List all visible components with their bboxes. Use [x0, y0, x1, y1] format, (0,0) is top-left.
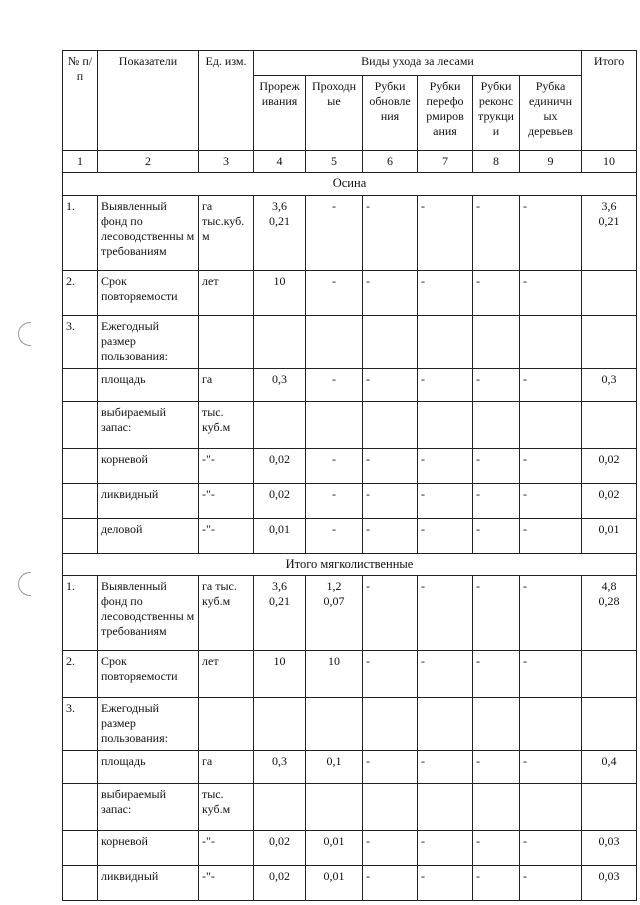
value-cell: -	[520, 831, 582, 866]
row-label: ликвидный	[98, 866, 199, 901]
row-number: 3.	[63, 315, 98, 368]
row-number	[63, 483, 98, 518]
total-cell: 3,6 0,21	[582, 195, 637, 270]
value-cell: 0,01	[254, 518, 306, 553]
value-cell: -	[473, 518, 520, 553]
value-cell: -	[418, 751, 473, 784]
value-cell: -	[473, 576, 520, 651]
table-row	[63, 270, 637, 315]
value-cell	[254, 315, 306, 368]
value-cell	[254, 698, 306, 751]
subheader-cell: Проходн ые	[306, 76, 363, 151]
table-row	[63, 401, 637, 448]
value-cell	[473, 315, 520, 368]
punch-hole-mark	[18, 572, 31, 596]
row-number	[63, 401, 98, 448]
table-row	[63, 651, 637, 698]
value-cell: -	[306, 448, 363, 483]
value-cell: -	[418, 576, 473, 651]
total-cell: 0,02	[582, 483, 637, 518]
value-cell: 0,1	[306, 751, 363, 784]
column-number: 9	[520, 151, 582, 173]
value-cell: -	[520, 866, 582, 901]
row-unit: -"-	[199, 831, 254, 866]
row-unit: га	[199, 751, 254, 784]
value-cell	[520, 315, 582, 368]
value-cell: -	[520, 195, 582, 270]
value-cell	[254, 784, 306, 831]
value-cell: -	[520, 651, 582, 698]
row-unit: тыс. куб.м	[199, 401, 254, 448]
value-cell: 0,01	[306, 866, 363, 901]
value-cell: 0,01	[306, 831, 363, 866]
value-cell: -	[418, 483, 473, 518]
row-label: выбираемый запас:	[98, 401, 199, 448]
column-number: 5	[306, 151, 363, 173]
value-cell: 1,2 0,07	[306, 576, 363, 651]
subheader-cell: Рубки реконс трукци и	[473, 76, 520, 151]
section-title: Осина	[63, 173, 637, 196]
column-number: 8	[473, 151, 520, 173]
value-cell: -	[306, 195, 363, 270]
row-unit: лет	[199, 270, 254, 315]
value-cell: -	[418, 866, 473, 901]
value-cell	[306, 698, 363, 751]
value-cell: 10	[254, 651, 306, 698]
total-cell: 0,03	[582, 831, 637, 866]
total-cell: 0,02	[582, 448, 637, 483]
value-cell: -	[363, 270, 418, 315]
row-unit: га	[199, 368, 254, 401]
value-cell: 10	[306, 651, 363, 698]
section-title: Итого мягколиственные	[63, 553, 637, 576]
value-cell: -	[418, 518, 473, 553]
value-cell: 3,6 0,21	[254, 576, 306, 651]
row-number	[63, 831, 98, 866]
value-cell: -	[473, 270, 520, 315]
value-cell	[520, 784, 582, 831]
row-unit: -"-	[199, 866, 254, 901]
value-cell: -	[363, 831, 418, 866]
row-label: Ежегодный размер пользования:	[98, 315, 199, 368]
subheader-cell: Рубки перефо рмиров ания	[418, 76, 473, 151]
table-row	[63, 698, 637, 751]
value-cell: -	[363, 866, 418, 901]
subheader-cell: Рубка единичн ых деревьев	[520, 76, 582, 151]
total-cell	[582, 651, 637, 698]
column-number: 3	[199, 151, 254, 173]
table-row	[63, 483, 637, 518]
row-unit	[199, 315, 254, 368]
value-cell: -	[306, 270, 363, 315]
value-cell: -	[306, 518, 363, 553]
row-number	[63, 751, 98, 784]
value-cell: 0,3	[254, 368, 306, 401]
value-cell: -	[473, 651, 520, 698]
value-cell	[473, 401, 520, 448]
value-cell: 0,02	[254, 483, 306, 518]
header-total: Итого	[582, 51, 637, 151]
row-number	[63, 368, 98, 401]
value-cell: -	[520, 576, 582, 651]
value-cell	[418, 401, 473, 448]
table-row	[63, 368, 637, 401]
total-cell	[582, 401, 637, 448]
total-cell: 0,3	[582, 368, 637, 401]
value-cell	[418, 698, 473, 751]
table-row	[63, 448, 637, 483]
subheader-cell: Рубки обновле ния	[363, 76, 418, 151]
value-cell: -	[473, 866, 520, 901]
value-cell: -	[306, 483, 363, 518]
value-cell: 0,02	[254, 866, 306, 901]
row-unit	[199, 698, 254, 751]
value-cell	[306, 784, 363, 831]
row-label: Выявленный фонд по лесоводственны м требованиям	[98, 576, 199, 651]
row-unit: -"-	[199, 518, 254, 553]
value-cell: -	[306, 368, 363, 401]
header-num: № п/п	[63, 51, 98, 151]
header-indicators: Показатели	[98, 51, 199, 151]
value-cell: -	[363, 576, 418, 651]
total-cell: 4,8 0,28	[582, 576, 637, 651]
table-row	[63, 315, 637, 368]
value-cell: 10	[254, 270, 306, 315]
value-cell: -	[520, 270, 582, 315]
row-number: 2.	[63, 651, 98, 698]
row-number: 3.	[63, 698, 98, 751]
row-number: 1.	[63, 576, 98, 651]
header-unit: Ед. изм.	[199, 51, 254, 151]
column-numbers-row	[63, 151, 637, 173]
value-cell: 3,6 0,21	[254, 195, 306, 270]
value-cell: -	[473, 195, 520, 270]
row-label: корневой	[98, 448, 199, 483]
value-cell	[520, 698, 582, 751]
header-row	[63, 51, 637, 76]
value-cell: -	[473, 751, 520, 784]
row-unit: лет	[199, 651, 254, 698]
value-cell: -	[418, 831, 473, 866]
value-cell	[363, 698, 418, 751]
value-cell: -	[473, 368, 520, 401]
subheader-cell: Прореж ивания	[254, 76, 306, 151]
section-row	[63, 173, 637, 196]
table-row	[63, 576, 637, 651]
value-cell: -	[473, 448, 520, 483]
value-cell: -	[520, 448, 582, 483]
value-cell	[520, 401, 582, 448]
total-cell	[582, 698, 637, 751]
value-cell	[306, 401, 363, 448]
value-cell	[363, 315, 418, 368]
row-number: 1.	[63, 195, 98, 270]
forest-care-table	[62, 50, 637, 901]
table-row	[63, 784, 637, 831]
total-cell: 0,4	[582, 751, 637, 784]
row-label: Выявленный фонд по лесоводственны м требованиям	[98, 195, 199, 270]
row-label: площадь	[98, 368, 199, 401]
row-unit: га тыс.куб. м	[199, 195, 254, 270]
value-cell: -	[363, 368, 418, 401]
value-cell	[418, 315, 473, 368]
row-label: ликвидный	[98, 483, 199, 518]
row-label: корневой	[98, 831, 199, 866]
row-number	[63, 448, 98, 483]
value-cell: 0,02	[254, 831, 306, 866]
value-cell: -	[418, 270, 473, 315]
total-cell	[582, 270, 637, 315]
value-cell: -	[473, 483, 520, 518]
value-cell	[418, 784, 473, 831]
value-cell: -	[520, 751, 582, 784]
table-row	[63, 831, 637, 866]
row-number	[63, 784, 98, 831]
row-number	[63, 866, 98, 901]
row-unit: -"-	[199, 483, 254, 518]
row-unit: тыс. куб.м	[199, 784, 254, 831]
table-row	[63, 195, 637, 270]
value-cell: -	[363, 751, 418, 784]
value-cell	[254, 401, 306, 448]
total-cell: 0,03	[582, 866, 637, 901]
value-cell	[363, 784, 418, 831]
section-row	[63, 553, 637, 576]
table-row	[63, 866, 637, 901]
header-group: Виды ухода за лесами	[254, 51, 582, 76]
value-cell	[306, 315, 363, 368]
row-unit: -"-	[199, 448, 254, 483]
value-cell	[363, 401, 418, 448]
value-cell: -	[418, 448, 473, 483]
value-cell: -	[520, 518, 582, 553]
row-label: выбираемый запас:	[98, 784, 199, 831]
row-number	[63, 518, 98, 553]
value-cell: -	[418, 368, 473, 401]
row-label: площадь	[98, 751, 199, 784]
value-cell: -	[520, 483, 582, 518]
value-cell: -	[418, 651, 473, 698]
value-cell	[473, 698, 520, 751]
value-cell: -	[520, 368, 582, 401]
value-cell	[473, 784, 520, 831]
value-cell: -	[418, 195, 473, 270]
column-number: 10	[582, 151, 637, 173]
value-cell: -	[363, 448, 418, 483]
value-cell: 0,02	[254, 448, 306, 483]
value-cell: -	[363, 518, 418, 553]
value-cell: -	[363, 651, 418, 698]
value-cell: 0,3	[254, 751, 306, 784]
row-unit: га тыс. куб.м	[199, 576, 254, 651]
value-cell: -	[363, 195, 418, 270]
table-row	[63, 518, 637, 553]
row-label: деловой	[98, 518, 199, 553]
value-cell: -	[363, 483, 418, 518]
row-label: Ежегодный размер пользования:	[98, 698, 199, 751]
punch-hole-mark	[18, 322, 31, 346]
table-row	[63, 751, 637, 784]
column-number: 4	[254, 151, 306, 173]
total-cell	[582, 315, 637, 368]
total-cell	[582, 784, 637, 831]
row-number: 2.	[63, 270, 98, 315]
column-number: 2	[98, 151, 199, 173]
row-label: Срок повторяемости	[98, 270, 199, 315]
column-number: 1	[63, 151, 98, 173]
value-cell: -	[473, 831, 520, 866]
column-number: 7	[418, 151, 473, 173]
row-label: Срок повторяемости	[98, 651, 199, 698]
total-cell: 0,01	[582, 518, 637, 553]
column-number: 6	[363, 151, 418, 173]
